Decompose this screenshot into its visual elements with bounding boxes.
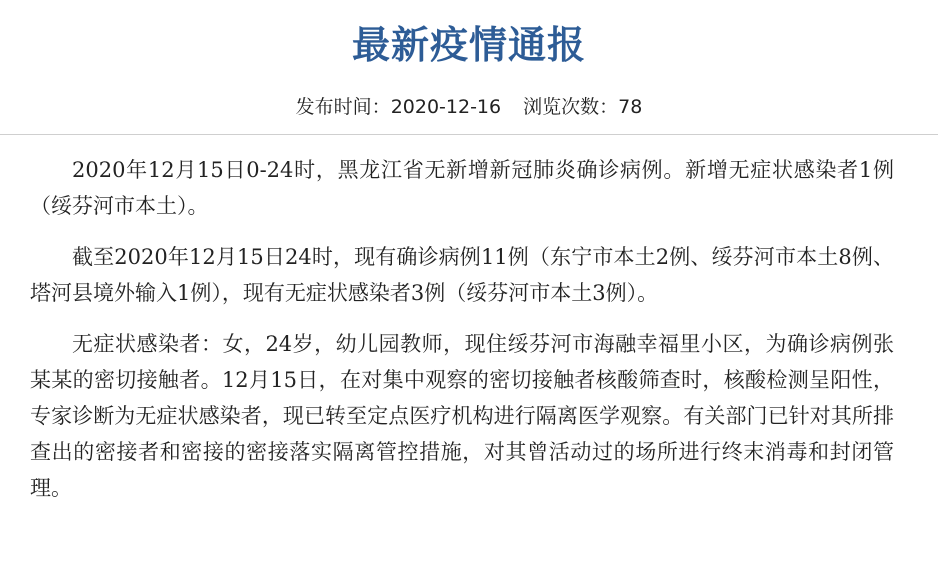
views-count: 78 — [618, 96, 643, 118]
header-divider — [0, 134, 938, 135]
publish-date: 2020-12-16 — [390, 96, 502, 118]
paragraph-3: 无症状感染者：女，24岁，幼儿园教师，现住绥芬河市海融幸福里小区，为确诊病例张某某的密切接触者。12月15日，在对集中观察的密切接触者核酸筛查时，核酸检测呈阳性，专家诊断为无症状感染者，现已转至定点医疗机构进行隔离医学观察。有关部门已针对其所排查出的密接者和密接的密接落实隔离管控措施，对其曾活动过的场所进行终末消毒和封闭管理。 — [30, 332, 894, 500]
publish-label: 发布时间： — [295, 96, 391, 118]
paragraph-2: 截至2020年12月15日24时，现有确诊病例11例（东宁市本土2例、绥芬河市本土8例、塔河县境外输入1例），现有无症状感染者3例（绥芬河市本土3例）。 — [30, 245, 894, 305]
views-label: 浏览次数： — [523, 96, 619, 118]
page-title: 最新疫情通报 — [351, 23, 586, 67]
paragraph-1: 2020年12月15日0-24时，黑龙江省无新增新冠肺炎确诊病例。新增无症状感染者1例（绥芬河市本土）。 — [30, 158, 894, 218]
article-body — [30, 152, 894, 521]
article-meta — [0, 92, 938, 119]
